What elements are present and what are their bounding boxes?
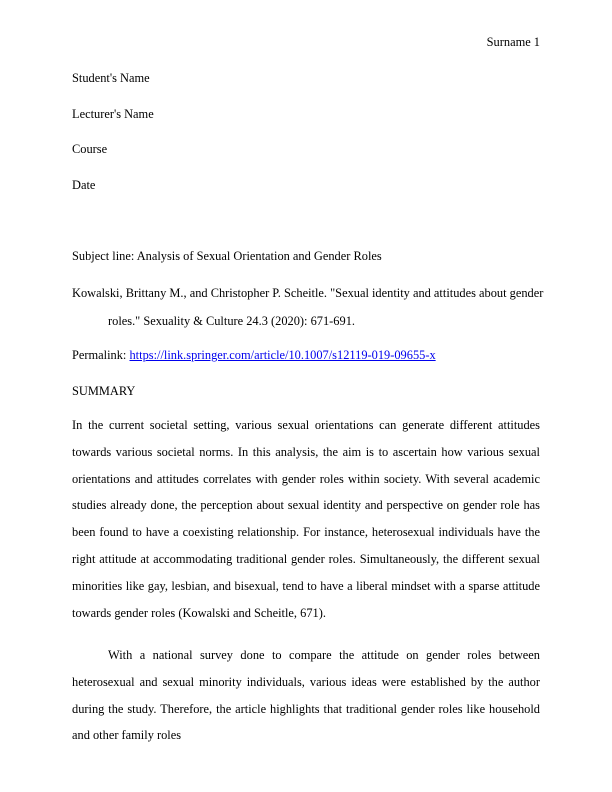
lecturer-name: Lecturer's Name bbox=[72, 107, 154, 121]
permalink bbox=[72, 347, 436, 363]
student-name: Student's Name bbox=[72, 71, 150, 85]
summary-heading: SUMMARY bbox=[72, 384, 136, 398]
running-head: Surname 1 bbox=[486, 35, 540, 49]
summary-paragraph-1: In the current societal setting, various sexual orientations can generate different attitudes towards various societal norms. In this analysis, the aim is to ascertain how various sexual orientations and attitudes correlates with gender roles within society. With several academic studies already done, the perception about sexual identity and perspective on gender role has been found to have a coexisting relationship. For instance, heterosexual individuals have the right attitude at accommodating traditional gender roles. Simultaneously, the different sexual minorities like gay, lesbian, and bisexual, tend to have a liberal mindset with a sparse attitude towards gender roles (Kowalski and Scheitle, 671). bbox=[72, 418, 540, 620]
citation-line-2: roles." Sexuality & Culture 24.3 (2020): 671-691. bbox=[108, 314, 355, 328]
citation-line-1: Kowalski, Brittany M., and Christopher P. Scheitle. "Sexual identity and attitudes about gender bbox=[72, 286, 544, 300]
permalink-label: Permalink: bbox=[72, 348, 130, 362]
permalink-link[interactable]: https://link.springer.com/article/10.1007/s12119-019-09655-x bbox=[129, 348, 436, 362]
course-name: Course bbox=[72, 142, 108, 156]
summary-paragraph-2: With a national survey done to compare the attitude on gender roles between heterosexual and sexual minority individuals, various ideas were established by the author during the study. Therefore, the article highlights that traditional gender roles like household and other family roles bbox=[72, 648, 540, 743]
subject-line: Subject line: Analysis of Sexual Orientation and Gender Roles bbox=[72, 249, 382, 263]
date: Date bbox=[72, 178, 96, 192]
